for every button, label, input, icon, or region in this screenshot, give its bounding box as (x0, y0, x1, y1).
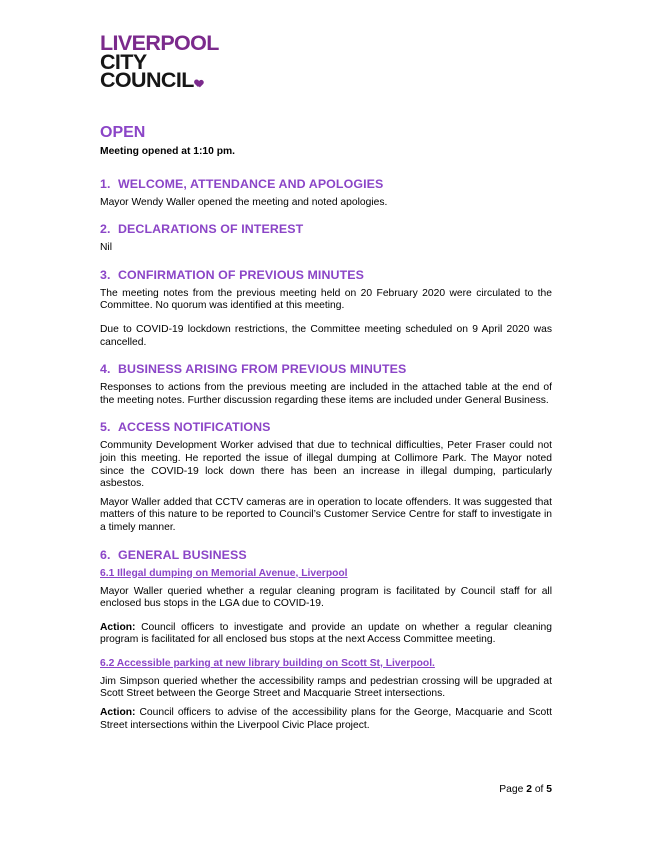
section-title: BUSINESS ARISING FROM PREVIOUS MINUTES (118, 362, 407, 377)
action-label: Action: (100, 707, 136, 719)
action-text: Council officers to investigate and provide an update on whether a regular cleaning program is facilitated for all enclosed bus stops at the next Access Committee meeting. (100, 621, 552, 646)
page-total: 5 (546, 784, 552, 795)
section-6-heading (100, 548, 552, 562)
action-label: Action: (100, 621, 136, 633)
section-number: 6. (100, 547, 111, 562)
council-logo (100, 31, 219, 92)
subsection-6-1-action (100, 622, 552, 647)
page-number (499, 784, 552, 795)
subsection-6-2-paragraph: Jim Simpson queried whether the accessibility ramps and pedestrian crossing will be upgraded at Scott Street between the George Street and Macquarie Street intersections. (100, 675, 552, 700)
logo-line-council (100, 68, 219, 92)
section-number: 3. (100, 267, 111, 282)
section-title: WELCOME, ATTENDANCE AND APOLOGIES (118, 176, 384, 191)
logo-council-text: COUNCIL (100, 68, 194, 92)
subsection-6-1-paragraph: Mayor Waller queried whether a regular cleaning program is facilitated by Council staff for all enclosed bus stops in the LGA due to COVID-19. (100, 585, 552, 610)
subsection-6-2-action (100, 707, 552, 732)
meeting-opened-text: Meeting opened at 1:10 pm. (100, 146, 236, 157)
section-5-paragraph-2: Mayor Waller added that CCTV cameras are in operation to locate offenders. It was suggested that matters of this nature to be reported to Council’s Customer Service Centre for staff to investigate in a timely manner. (100, 496, 552, 533)
section-3-paragraph-1: The meeting notes from the previous meeting held on 20 February 2020 were circulated to the Committee. No quorum was identified at this meeting. (100, 287, 552, 312)
document-body (100, 124, 552, 732)
section-5-paragraph-1: Community Development Worker advised that due to technical difficulties, Peter Fraser could not join this meeting. He reported the issue of illegal dumping at Collimore Park. The Mayor noted since the COVID-19 lock down there has been an increase in illegal dumping, particularly asbestos. (100, 440, 552, 490)
section-title: CONFIRMATION OF PREVIOUS MINUTES (118, 267, 364, 282)
section-4-paragraph: Responses to actions from the previous meeting are included in the attached table at the end of the meeting notes. Further discussion regarding these items are included under General Business. (100, 382, 552, 406)
page-of: of (531, 784, 547, 795)
section-3-heading (100, 268, 552, 282)
section-4-heading (100, 362, 552, 376)
section-title: ACCESS NOTIFICATIONS (118, 420, 271, 435)
section-number: 2. (100, 222, 111, 237)
section-2-paragraph: Nil (100, 242, 113, 254)
heart-icon (195, 80, 203, 87)
section-2-heading (100, 222, 552, 236)
section-title: GENERAL BUSINESS (118, 547, 247, 562)
subsection-6-1-heading: 6.1 Illegal dumping on Memorial Avenue, Liverpool (100, 567, 348, 579)
section-number: 4. (100, 362, 111, 377)
logo-line-city: CITY (100, 49, 147, 74)
page-word: Page (499, 784, 527, 795)
section-5-heading (100, 420, 552, 434)
logo-line-liverpool: LIVERPOOL (100, 31, 219, 55)
section-1-heading (100, 177, 552, 191)
subsection-6-2-heading: 6.2 Accessible parking at new library building on Scott St, Liverpool. (100, 657, 435, 669)
section-title: DECLARATIONS OF INTEREST (118, 222, 304, 237)
section-number: 1. (100, 176, 111, 191)
section-1-paragraph: Mayor Wendy Waller opened the meeting and noted apologies. (100, 196, 388, 208)
page-current: 2 (526, 784, 532, 795)
section-3-paragraph-2: Due to COVID-19 lockdown restrictions, the Committee meeting scheduled on 9 April 2020 was cancelled. (100, 323, 552, 348)
section-number: 5. (100, 420, 111, 435)
action-text: Council officers to advise of the accessibility plans for the George, Macquarie and Scott Street intersections within the Liverpool Civic Place project. (100, 707, 552, 731)
open-heading: OPEN (100, 124, 146, 141)
